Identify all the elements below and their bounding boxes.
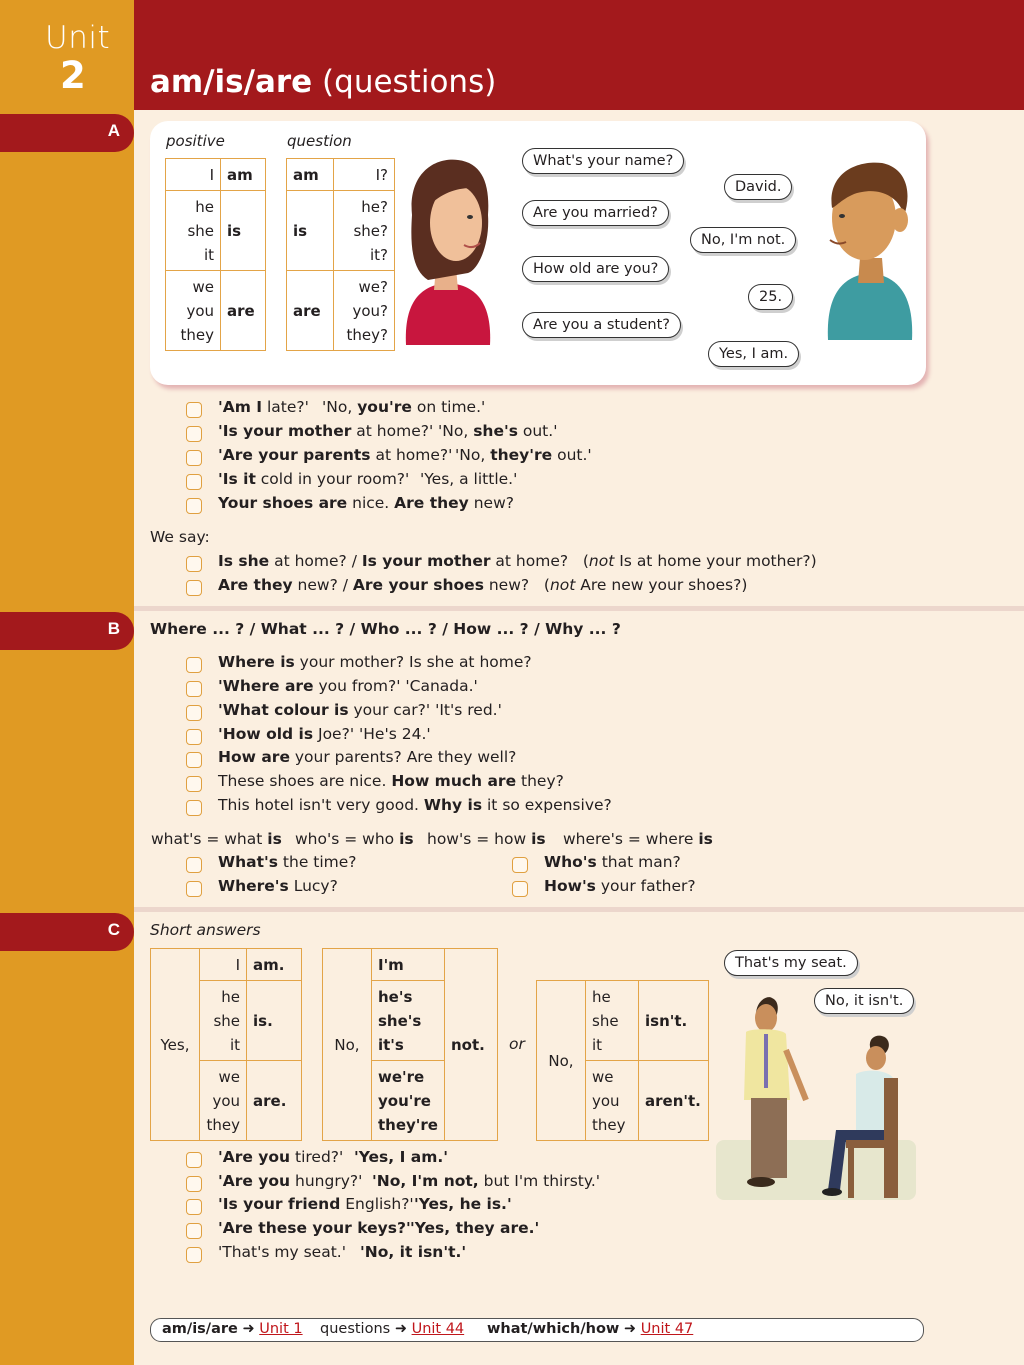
- unit-label: Unit: [45, 20, 111, 56]
- unit-number: 2: [60, 54, 86, 97]
- example-sentence: Where is your mother? Is she at home?: [218, 653, 532, 671]
- checkbox[interactable]: [186, 776, 202, 792]
- contraction-rule: where's = where is: [563, 830, 713, 848]
- checkbox[interactable]: [186, 1223, 202, 1239]
- example-sentence: Is she at home? / Is your mother at home? (not Is at home your mother?): [218, 552, 817, 570]
- section-divider: [134, 606, 1024, 611]
- section-tab-a: A: [0, 114, 134, 152]
- example-sentence: 'What colour is your car?' 'It's red.': [218, 701, 502, 719]
- arrow-right-icon: ➜: [242, 1321, 255, 1337]
- checkbox[interactable]: [186, 881, 202, 897]
- checkbox[interactable]: [186, 556, 202, 572]
- example-sentence: 'Am I late?': [218, 398, 309, 416]
- checkbox[interactable]: [186, 1152, 202, 1168]
- woman-illustration: [398, 155, 498, 345]
- speech-bubble: David.: [724, 174, 792, 200]
- question-label: question: [287, 132, 352, 150]
- unit-link[interactable]: Unit 1: [259, 1321, 303, 1337]
- speech-bubble: No, it isn't.: [814, 988, 914, 1014]
- speech-bubble: Are you a student?: [522, 312, 681, 338]
- example-answer: 'Yes, I am.': [354, 1148, 448, 1166]
- cross-reference: questions ➜ Unit 44: [320, 1321, 465, 1337]
- speech-bubble: Are you married?: [522, 200, 669, 226]
- example-sentence: 'Are you hungry?': [218, 1172, 363, 1190]
- example-sentence: 'Where are you from?' 'Canada.': [218, 677, 478, 695]
- checkbox[interactable]: [186, 474, 202, 490]
- example-sentence: 'Is your mother at home?': [218, 422, 434, 440]
- question-table: am I? is he? she? it? are we? you? they?: [286, 158, 395, 351]
- cross-reference: am/is/are ➜ Unit 1: [162, 1321, 303, 1337]
- section-divider: [134, 907, 1024, 912]
- positive-table: I am he she it is we you they are: [165, 158, 266, 351]
- checkbox[interactable]: [186, 1199, 202, 1215]
- example-sentence: 'Is it cold in your room?': [218, 470, 410, 488]
- checkbox[interactable]: [186, 580, 202, 596]
- example-answer: 'No, it isn't.': [360, 1243, 467, 1261]
- arrow-right-icon: ➜: [394, 1321, 407, 1337]
- example-sentence: Where's Lucy?: [218, 877, 338, 895]
- section-tab-c: C: [0, 913, 134, 951]
- checkbox[interactable]: [186, 752, 202, 768]
- checkbox[interactable]: [512, 857, 528, 873]
- seat-illustration: [716, 990, 916, 1205]
- checkbox[interactable]: [186, 681, 202, 697]
- checkbox[interactable]: [186, 498, 202, 514]
- no-short-table: No, he she it isn't. we you they aren't.: [536, 980, 709, 1141]
- speech-bubble: No, I'm not.: [690, 227, 796, 253]
- speech-bubble: That's my seat.: [724, 950, 858, 976]
- checkbox[interactable]: [186, 800, 202, 816]
- checkbox[interactable]: [186, 426, 202, 442]
- example-answer: 'Yes, he is.': [414, 1195, 512, 1213]
- example-sentence: 'That's my seat.': [218, 1243, 346, 1261]
- section-tab-b: B: [0, 612, 134, 650]
- positive-label: positive: [166, 132, 225, 150]
- contraction-rule: who's = who is: [295, 830, 414, 848]
- example-answer: 'Yes, they are.': [410, 1219, 540, 1237]
- speech-bubble: 25.: [748, 284, 793, 310]
- arrow-right-icon: ➜: [623, 1321, 637, 1337]
- example-sentence: Who's that man?: [544, 853, 681, 871]
- example-sentence: What's the time?: [218, 853, 357, 871]
- example-sentence: 'Are these your keys?': [218, 1219, 411, 1237]
- example-answer: 'Yes, a little.': [420, 470, 518, 488]
- man-illustration: [812, 158, 916, 340]
- cross-reference: what/which/how ➜ Unit 47: [487, 1321, 694, 1337]
- checkbox[interactable]: [186, 402, 202, 418]
- sidebar: [0, 0, 134, 1365]
- unit-link[interactable]: Unit 44: [411, 1321, 465, 1337]
- example-sentence: How are your parents? Are they well?: [218, 748, 517, 766]
- example-sentence: 'How old is Joe?' 'He's 24.': [218, 725, 431, 743]
- page-title: am/is/are (questions): [150, 64, 497, 100]
- we-say-label: We say:: [150, 528, 210, 546]
- short-answers-heading: Short answers: [150, 921, 261, 939]
- checkbox[interactable]: [512, 881, 528, 897]
- unit-link[interactable]: Unit 47: [640, 1321, 694, 1337]
- speech-bubble: How old are you?: [522, 256, 669, 282]
- example-sentence: Are they new? / Are your shoes new? (not Are new your shoes?): [218, 576, 748, 594]
- speech-bubble: What's your name?: [522, 148, 684, 174]
- example-sentence: 'Are your parents at home?': [218, 446, 453, 464]
- example-sentence: How's your father?: [544, 877, 696, 895]
- checkbox[interactable]: [186, 705, 202, 721]
- example-sentence: This hotel isn't very good. Why is it so expensive?: [218, 796, 612, 814]
- example-sentence: 'Are you tired?': [218, 1148, 344, 1166]
- checkbox[interactable]: [186, 657, 202, 673]
- or-label: or: [509, 1035, 525, 1053]
- example-sentence: 'Is your friend English?': [218, 1195, 414, 1213]
- example-sentence: These shoes are nice. How much are they?: [218, 772, 564, 790]
- yes-table: Yes, I am. he she it is. we you they are.: [150, 948, 302, 1141]
- example-sentence: Your shoes are nice. Are they new?: [218, 494, 514, 512]
- section-b-heading: Where ... ? / What ... ? / Who ... ? / How ... ? / Why ... ?: [150, 620, 621, 638]
- checkbox[interactable]: [186, 1176, 202, 1192]
- checkbox[interactable]: [186, 729, 202, 745]
- checkbox[interactable]: [186, 1247, 202, 1263]
- example-answer: 'No, she's out.': [438, 422, 558, 440]
- speech-bubble: Yes, I am.: [708, 341, 799, 367]
- example-answer: 'No, they're out.': [455, 446, 592, 464]
- contraction-rule: how's = how is: [427, 830, 546, 848]
- example-answer: 'No, you're on time.': [322, 398, 486, 416]
- no-table: No, I'm not. he's she's it's we're you're they're: [322, 948, 498, 1141]
- checkbox[interactable]: [186, 857, 202, 873]
- checkbox[interactable]: [186, 450, 202, 466]
- contraction-rule: what's = what is: [151, 830, 282, 848]
- example-answer: 'No, I'm not, but I'm thirsty.': [372, 1172, 601, 1190]
